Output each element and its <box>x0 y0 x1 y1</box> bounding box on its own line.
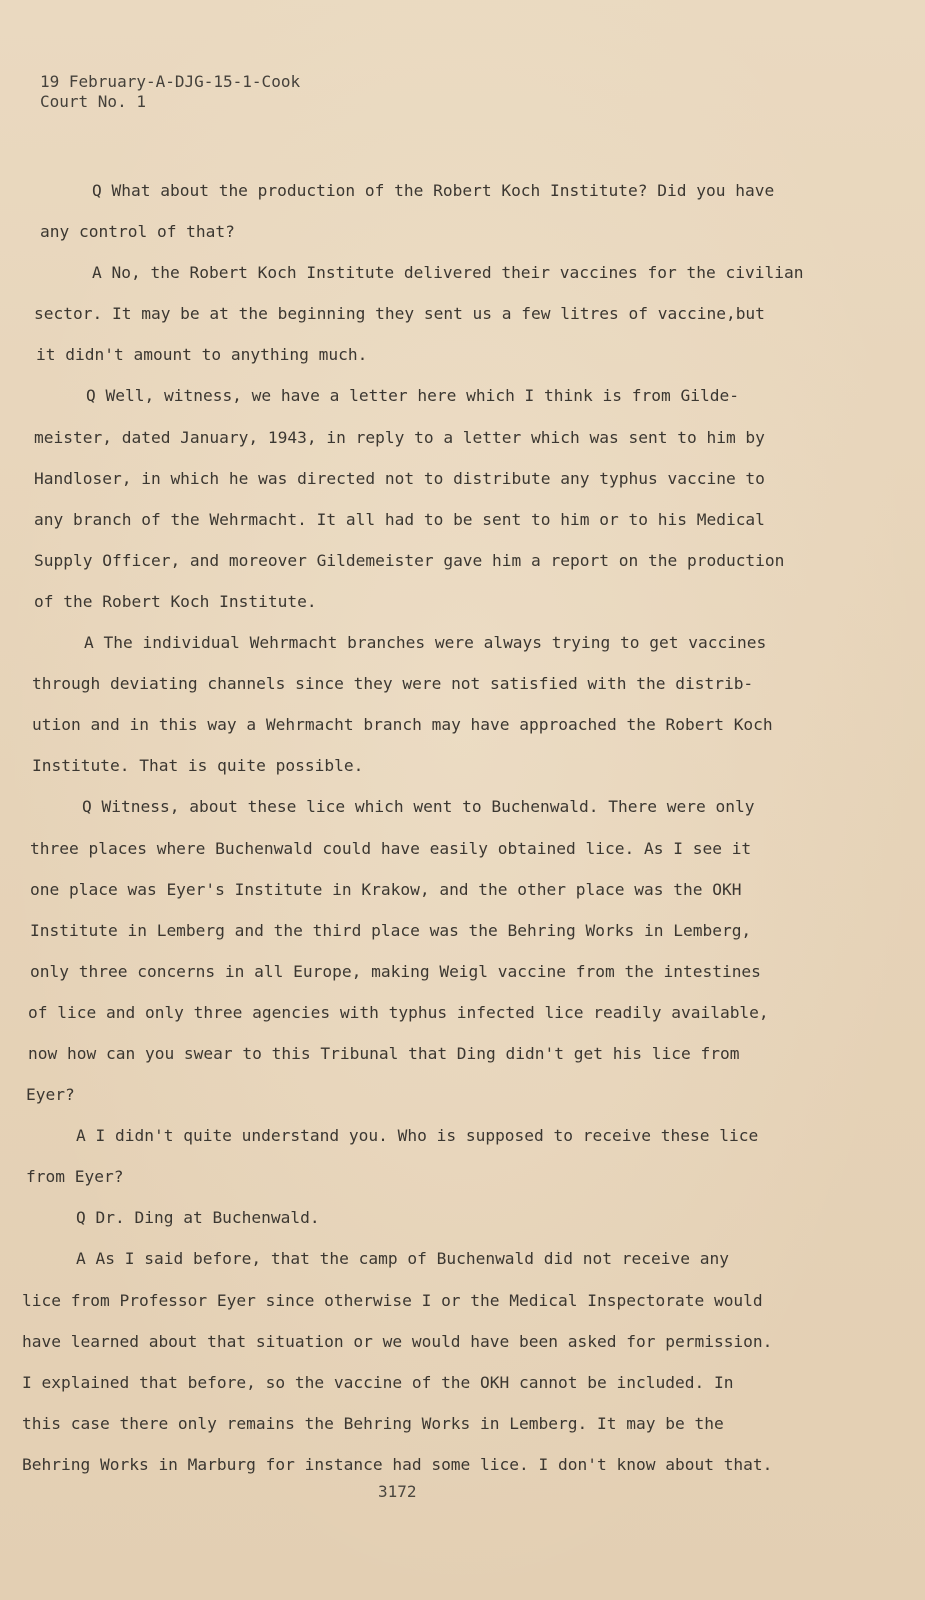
transcript-line: I explained that before, so the vaccine of the OKH cannot be included. In <box>22 1372 734 1392</box>
transcript-line: Q What about the production of the Robert Koch Institute? Did you have <box>92 181 775 200</box>
header-court-line: Court No. 1 <box>40 92 146 111</box>
transcript-line: of lice and only three agencies with typhus infected lice readily available, <box>28 1002 769 1022</box>
transcript-line: A The individual Wehrmacht branches were always trying to get vaccines <box>84 633 767 653</box>
transcript-line: sector. It may be at the beginning they sent us a few litres of vaccine,but <box>34 304 765 324</box>
transcript-line: have learned about that situation or we would have been asked for permission. <box>22 1331 773 1351</box>
transcript-line: Behring Works in Marburg for instance had some lice. I don't know about that. <box>22 1454 773 1474</box>
header-session-line: 19 February-A-DJG-15-1-Cook <box>40 72 301 91</box>
transcript-line: from Eyer? <box>26 1167 124 1187</box>
transcript-line: lice from Professor Eyer since otherwise I or the Medical Inspectorate would <box>22 1290 763 1310</box>
transcript-line: A As I said before, that the camp of Buchenwald did not receive any <box>76 1249 729 1269</box>
transcript-line: now how can you swear to this Tribunal that Ding didn't get his lice from <box>28 1043 740 1063</box>
transcript-line: Q Dr. Ding at Buchenwald. <box>76 1208 320 1228</box>
page-number: 3172 <box>378 1482 417 1501</box>
transcript-line: of the Robert Koch Institute. <box>34 591 317 611</box>
transcript-line: Q Witness, about these lice which went to Buchenwald. There were only <box>82 797 755 817</box>
transcript-line: Eyer? <box>26 1085 75 1105</box>
transcript-line: three places where Buchenwald could have easily obtained lice. As I see it <box>30 838 752 858</box>
transcript-line: it didn't amount to anything much. <box>36 345 368 365</box>
transcript-line: this case there only remains the Behring Works in Lemberg. It may be the <box>22 1413 724 1433</box>
transcript-line: Q Well, witness, we have a letter here which I think is from Gilde- <box>86 386 739 406</box>
transcript-line: any branch of the Wehrmacht. It all had to be sent to him or to his Medical <box>34 509 765 529</box>
transcript-body <box>22 170 902 1485</box>
transcript-line: A No, the Robert Koch Institute delivered their vaccines for the civilian <box>92 263 804 283</box>
transcript-line: Handloser, in which he was directed not to distribute any typhus vaccine to <box>34 468 765 488</box>
transcript-line: A I didn't quite understand you. Who is supposed to receive these lice <box>76 1126 759 1146</box>
transcript-line: Institute in Lemberg and the third place was the Behring Works in Lemberg, <box>30 920 752 940</box>
transcript-line: meister, dated January, 1943, in reply to a letter which was sent to him by <box>34 427 765 447</box>
transcript-line: Supply Officer, and moreover Gildemeister gave him a report on the production <box>34 550 785 570</box>
transcript-line: one place was Eyer's Institute in Krakow, and the other place was the OKH <box>30 879 742 899</box>
transcript-line: through deviating channels since they were not satisfied with the distrib- <box>32 674 754 694</box>
transcript-line: any control of that? <box>40 222 235 242</box>
transcript-line: ution and in this way a Wehrmacht branch may have approached the Robert Koch <box>32 715 773 735</box>
transcript-line: only three concerns in all Europe, making Weigl vaccine from the intestines <box>30 961 761 981</box>
transcript-line: Institute. That is quite possible. <box>32 756 364 776</box>
transcript-header <box>40 72 300 112</box>
